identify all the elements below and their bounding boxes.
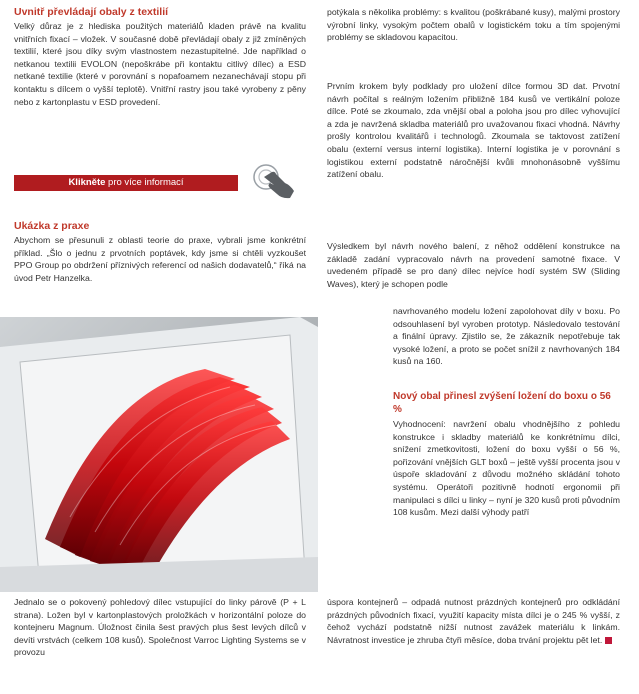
banner-rest-text: pro více informací [105,177,184,188]
right-paragraph-4: Vyhodnocení: navržení obalu vhodnějšího z pohledu konstrukce i skladby materiálů ke konkrétnímu dílci, snížení zmetkovitosti, ložení do boxu vyšší o 56 %, pořizování vnějších GLT boxů – ještě vyšší procenta jsou v úspoře skladování z důvodu možného skládání tohoto systému. Operátoři pozitivně hodnotí ergonomii při manipulaci s dílci u linky – nyní je 320 kusů proti původním 108 kusům. Mezi další výhody patří [393,419,620,518]
heading-practice-example: Ukázka z praxe [14,220,90,232]
hand-pointer-icon[interactable] [252,163,300,201]
banner-bold-text: Klikněte [68,177,106,188]
more-info-banner[interactable] [14,175,238,191]
heading-new-packaging: Nový obal přinesl zvýšení ložení do boxu o 56 % [393,391,611,415]
right-paragraph-3b: navrhovaného modelu ložení zapolohovat díly v boxu. Po odsouhlasení byl vyroben prototyp. Následovalo testování a finální úpravy. Zjistilo se, že zákazník nepotřebuje tak vysoké ložení, a proto se počet snížil z navrhovaných 184 kusů na 160. [393,306,620,367]
right-paragraph-3a: Výsledkem byl návrh nového balení, z něhož oddělení konstrukce na základě zadání vypracovalo návrh na provedení samotné fixace. V uvedeném případě se pro daný dílec nejvíce hodí systém SW (Sliding Waves), který je schopen podle [327,241,620,289]
left-paragraph-1: Velký důraz je z hlediska použitých materiálů kladen právě na kvalitu vnitřních fixací – vložek. V současné době převládají obaly z již zmíněných textilií, které jsou díky svým vlastnostem nezastupitelné. Jde například o netkanou textilii EVOLON (nepoškrábe při kontaktu citlivý dílec) a ESD netkané textilie (které v porovnání s nopafoamem nezanechávají stopu při kontaktu s dílcem o vyšší teplotě). Vnitřní rastry jsou také vyrobeny z pěny nebo z kartonplastu v ESD provedení. [14,21,306,107]
right-paragraph-2: Prvním krokem byly podklady pro uložení dílce formou 3D dat. Prvotní návrh počítal s reálným ložením přibližně 184 kusů ve vertikální poloze dílce. Poté se zkoumalo, zda vnější obal a poloha jsou pro dílec vyhovující a zda je navržená skladba materiálů pro uvažovanou fixaci vhodná. Návrhy prošly kontrolou kvalitářů i technologů. Zkoumala se taktovost zatížení obalu (externí versus interní logistika). Interní logistika je v porovnání s logistikou externí podstatně náročnější kvůli mnohonásobně vyššímu zatížení obalu. [327,81,620,180]
right-paragraph-1: potýkala s několika problémy: s kvalitou (poškrábané kusy), malými prostory výrobní linky, vysokým počtem obalů v logistickém toku a tím spojenými problémy se skladovou kapacitou. [327,7,620,43]
right-paragraph-5-text: úspora kontejnerů – odpadá nutnost prázdných kontejnerů pro odkládání prázdných původních fixací, využití kapacity místa dílci je o 245 % vyšší, z čehož vychází podstatně nižší nutnost zavážek materiálu k linkám. Návratnost investice je zhruba čtyři měsíce, doba trvání projektu pět let. [327,597,620,645]
right-paragraph-5 [327,596,620,646]
end-square-icon [605,637,612,644]
heading-inside-packaging: Uvnitř převládají obaly z textilií [14,6,169,18]
photo-container-with-red-parts [0,317,318,592]
left-paragraph-3: Jednalo se o pokovený pohledový dílec vstupující do linky párově (P + L strana). Ložen byl v kartonplastových proložkách v horizontální poloze do kontejneru Magnum. Úložnost činila šest pravých plus šest levých dílců v devíti vrstvách (celkem 108 kusů). Společnost Varroc Lighting Systems se v provozu [14,597,306,658]
left-paragraph-2: Abychom se přesunuli z oblasti teorie do praxe, vybrali jsme konkrétní příklad. „Šlo o jednu z prvotních poptávek, kdy jsme si chtěli vyzkoušet PPO Group po obdržení příznivých referencí od našich dodavatelů,“ říká na úvod Petr Hanzelka. [14,235,306,283]
